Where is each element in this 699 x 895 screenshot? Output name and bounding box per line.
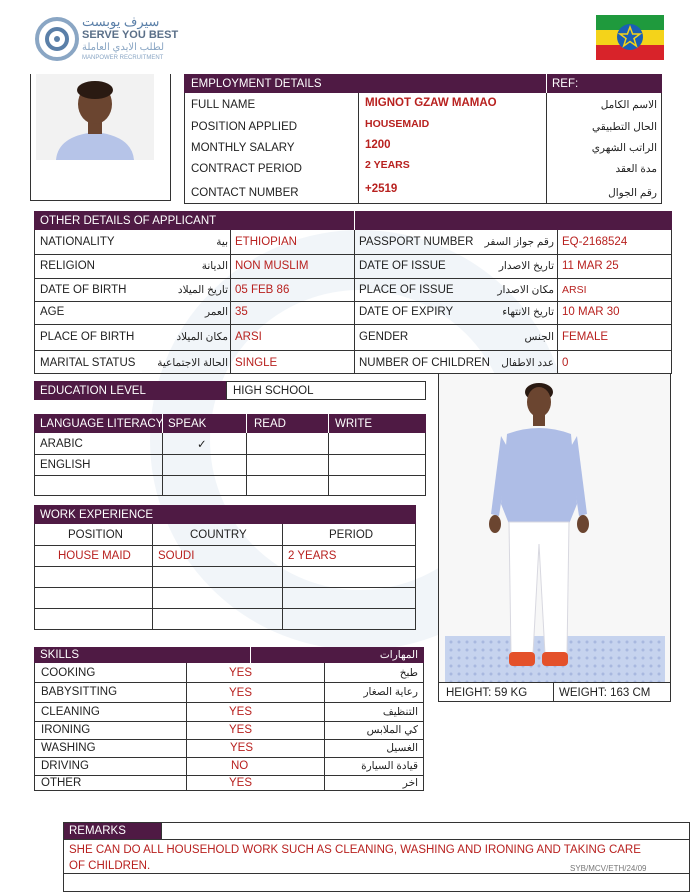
skill-cooking-ar: طبخ [399,667,418,679]
height-text: HEIGHT: 59 KG [446,687,528,699]
work-header: WORK EXPERIENCE [40,509,154,521]
children-label: NUMBER OF CHILDREN [359,357,490,369]
nationality-ar: بية [216,236,228,248]
work-period-value: 2 YEARS [288,550,337,562]
skill-babysitting: BABYSITTING [41,686,118,698]
weight-text: WEIGHT: 163 CM [559,687,651,699]
position-ar: الحال التطبيقي [592,121,657,133]
company-logo [34,14,184,66]
ref-label: REF: [552,78,579,90]
skill-babysitting-ar: رعاية الصغار [363,686,418,698]
skill-cleaning-ar: التنظيف [382,706,418,718]
full-name-label: FULL NAME [191,99,256,111]
work-col-position: POSITION [68,529,123,541]
education-label: EDUCATION LEVEL [40,385,146,397]
children-ar: عدد الاطفال [501,357,554,369]
skills-header-bar [34,647,424,663]
place-of-birth-label: PLACE OF BIRTH [40,331,135,343]
flag-star-icon [616,23,644,51]
passport-label: PASSPORT NUMBER [359,236,474,248]
issue-date-value: 11 MAR 25 [562,260,619,272]
language-row-english: ENGLISH [40,459,91,471]
other-details-grid [34,230,672,374]
gender-label: GENDER [359,331,409,343]
education-value: HIGH SCHOOL [233,385,314,397]
read-col-header: READ [254,418,286,430]
position-label: POSITION APPLIED [191,121,298,133]
logo-emblem-icon [34,14,80,64]
contact-value: +2519 [365,183,398,195]
skill-washing: WASHING [41,742,96,754]
salary-ar: الراتب الشهري [591,142,657,154]
contact-label: CONTACT NUMBER [191,187,299,199]
ethiopia-flag [596,15,664,60]
marital-status-ar: الحالة الاجتماعية [157,357,228,369]
place-of-issue-ar: مكان الاصدار [497,284,554,296]
dob-value: 05 FEB 86 [235,284,290,296]
expiry-value: 10 MAR 30 [562,306,620,318]
language-grid [34,433,426,496]
religion-label: RELIGION [40,260,95,272]
employment-header: EMPLOYMENT DETAILS [191,78,322,90]
remarks-header: REMARKS [69,825,126,837]
passport-ar: رقم جواز السفر [484,236,554,248]
gender-value: FEMALE [562,331,609,343]
headshot-photo [36,74,154,160]
work-col-country: COUNTRY [190,529,247,541]
passport-value: EQ-2168524 [562,236,628,248]
skill-cleaning: CLEANING [41,706,100,718]
logo-sub: MANPOWER RECRUITMENT [82,55,164,61]
religion-ar: الديانة [201,260,228,272]
logo-arabic: سيرف يوبست [82,14,160,29]
skill-washing-value: YES [230,742,254,754]
salary-label: MONTHLY SALARY [191,142,295,154]
issue-date-label: DATE OF ISSUE [359,260,446,272]
skill-washing-ar: الغسيل [386,742,418,754]
contract-value: 2 YEARS [365,159,410,171]
skill-other: OTHER [41,777,82,789]
work-col-period: PERIOD [329,529,374,541]
contract-label: CONTRACT PERIOD [191,163,302,175]
other-details-header: OTHER DETAILS OF APPLICANT [40,215,217,227]
place-of-issue-value: ARSI [562,284,587,296]
nationality-label: NATIONALITY [40,236,115,248]
write-col-header: WRITE [335,418,373,430]
skill-cleaning-value: YES [229,706,253,718]
skill-ironing: IRONING [41,724,91,736]
skill-cooking: COOKING [41,667,96,679]
skill-babysitting-value: YES [229,687,253,699]
place-of-birth-ar: مكان الميلاد [176,331,228,343]
work-position-value: HOUSE MAID [58,550,131,562]
remarks-text: SHE CAN DO ALL HOUSEHOLD WORK SUCH AS CLEANING, WASHING AND IRONING AND TAKING CARE OF CHILDREN. [69,844,641,872]
marital-status-label: MARITAL STATUS [40,357,136,369]
speak-col-header: SPEAK [168,418,207,430]
position-value: HOUSEMAID [365,118,430,130]
full-body-photo [438,373,671,683]
skill-driving: DRIVING [41,760,89,772]
salary-value: 1200 [365,139,391,151]
logo-name: SERVE YOU BEST [82,29,179,41]
expiry-ar: تاريخ الانتهاء [502,306,554,318]
expiry-label: DATE OF EXPIRY [359,306,454,318]
logo-arabic-sub: لطلب الايدي العاملة [82,42,165,53]
skill-cooking-value: YES [229,667,253,679]
marital-status-value: SINGLE [235,357,278,369]
contact-ar: رقم الجوال [608,187,657,199]
skill-ironing-value: YES [229,724,253,736]
age-label: AGE [40,306,65,318]
skill-other-ar: اخر [402,777,418,789]
nationality-value: ETHIOPIAN [235,236,297,248]
language-row-arabic: ARABIC [40,438,83,450]
gender-ar: الجنس [524,331,554,343]
place-of-birth-value: ARSI [235,331,262,343]
skill-driving-ar: قيادة السيارة [361,760,418,772]
work-country-value: SOUDI [158,550,195,562]
age-ar: العمر [204,306,228,318]
skill-ironing-ar: كي الملابس [366,724,418,736]
religion-value: NON MUSLIM [235,260,309,272]
issue-date-ar: تاريخ الاصدار [498,260,554,272]
skills-header-ar: المهارات [379,649,418,661]
place-of-issue-label: PLACE OF ISSUE [359,284,454,296]
full-name-ar: الاسم الكامل [600,99,657,111]
skills-header: SKILLS [40,649,79,661]
children-value: 0 [562,357,569,369]
language-col-header: LANGUAGE LITERACY [40,418,164,430]
footer-code: SYB/MCV/ETH/24/09 [570,864,647,873]
age-value: 35 [235,306,248,318]
dob-ar: تاريخ الميلاد [177,284,228,296]
arabic-speak-check: ✓ [197,439,207,451]
full-name-value: MIGNOT GZAW MAMAO [365,97,497,109]
contract-ar: مدة العقد [615,163,657,175]
dob-label: DATE OF BIRTH [40,284,127,296]
skill-other-value: YES [229,777,253,789]
skill-driving-value: NO [231,760,249,772]
